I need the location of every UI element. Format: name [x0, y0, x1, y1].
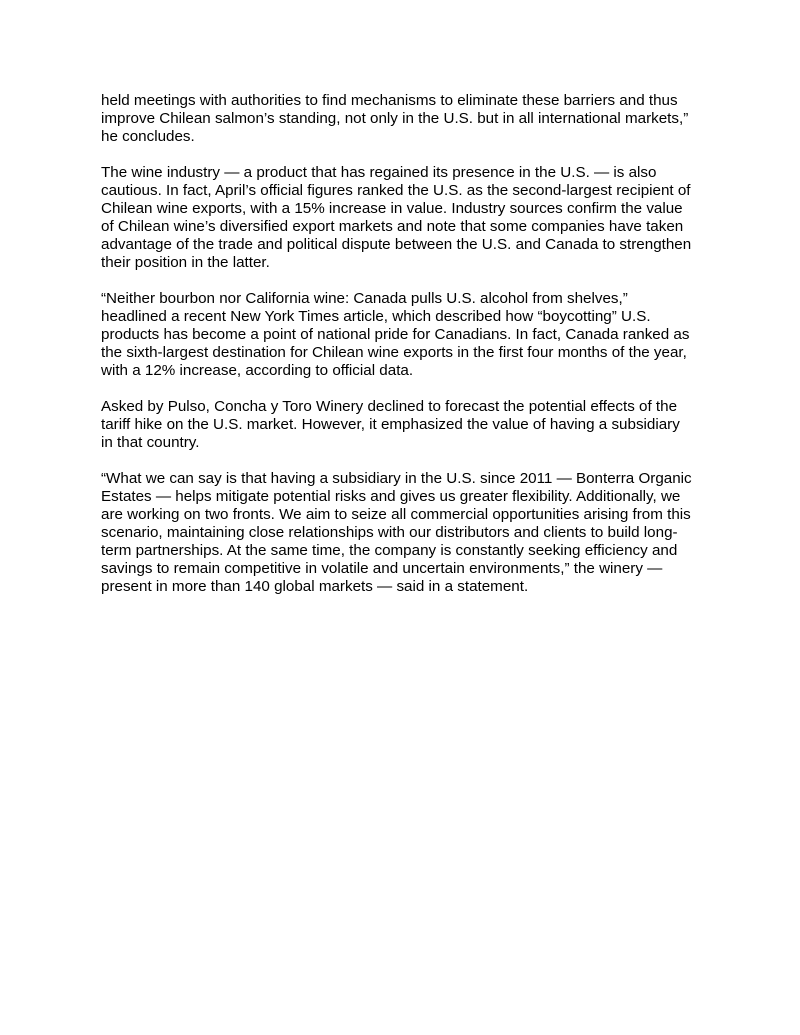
- paragraph-wine-industry: The wine industry — a product that has regained its presence in the U.S. — is also cautious. In fact, April’s official figures ranked the U.S. as the second-largest recipient of Chilean wine exports, with a 15% increase in value. Industry sources confirm the value of Chilean wine’s diversified export markets and note that some companies have taken advantage of the trade and political dispute between the U.S. and Canada to strengthen their position in the latter.: [101, 164, 692, 271]
- paragraph-concha-y-toro: Asked by Pulso, Concha y Toro Winery declined to forecast the potential effects of the tariff hike on the U.S. market. However, it emphasized the value of having a subsidiary in that country.: [101, 398, 680, 451]
- paragraph-canada-boycott: “Neither bourbon nor California wine: Canada pulls U.S. alcohol from shelves,” headlined a recent New York Times article, which described how “boycotting” U.S. products has become a point of national pride for Canadians. In fact, Canada ranked as the sixth-largest destination for Chilean wine exports in the first four months of the year, with a 12% increase, according to official data.: [101, 290, 690, 379]
- document-body: [101, 92, 705, 614]
- paragraph-salmon-conclusion: held meetings with authorities to find mechanisms to eliminate these barriers and thus improve Chilean salmon’s standing, not only in the U.S. but in all international markets,” he concludes.: [101, 92, 689, 145]
- paragraph-winery-statement: “What we can say is that having a subsidiary in the U.S. since 2011 — Bonterra Organic Estates — helps mitigate potential risks and gives us greater flexibility. Additionally, we are working on two fronts. We aim to seize all commercial opportunities arising from this scenario, maintaining close relationships with our distributors and clients to build long- term partnerships. At the same time, the company is constantly seeking efficiency and savings to remain competitive in volatile and uncertain environments,” the winery — present in more than 140 global markets — said in a statement.: [101, 470, 692, 595]
